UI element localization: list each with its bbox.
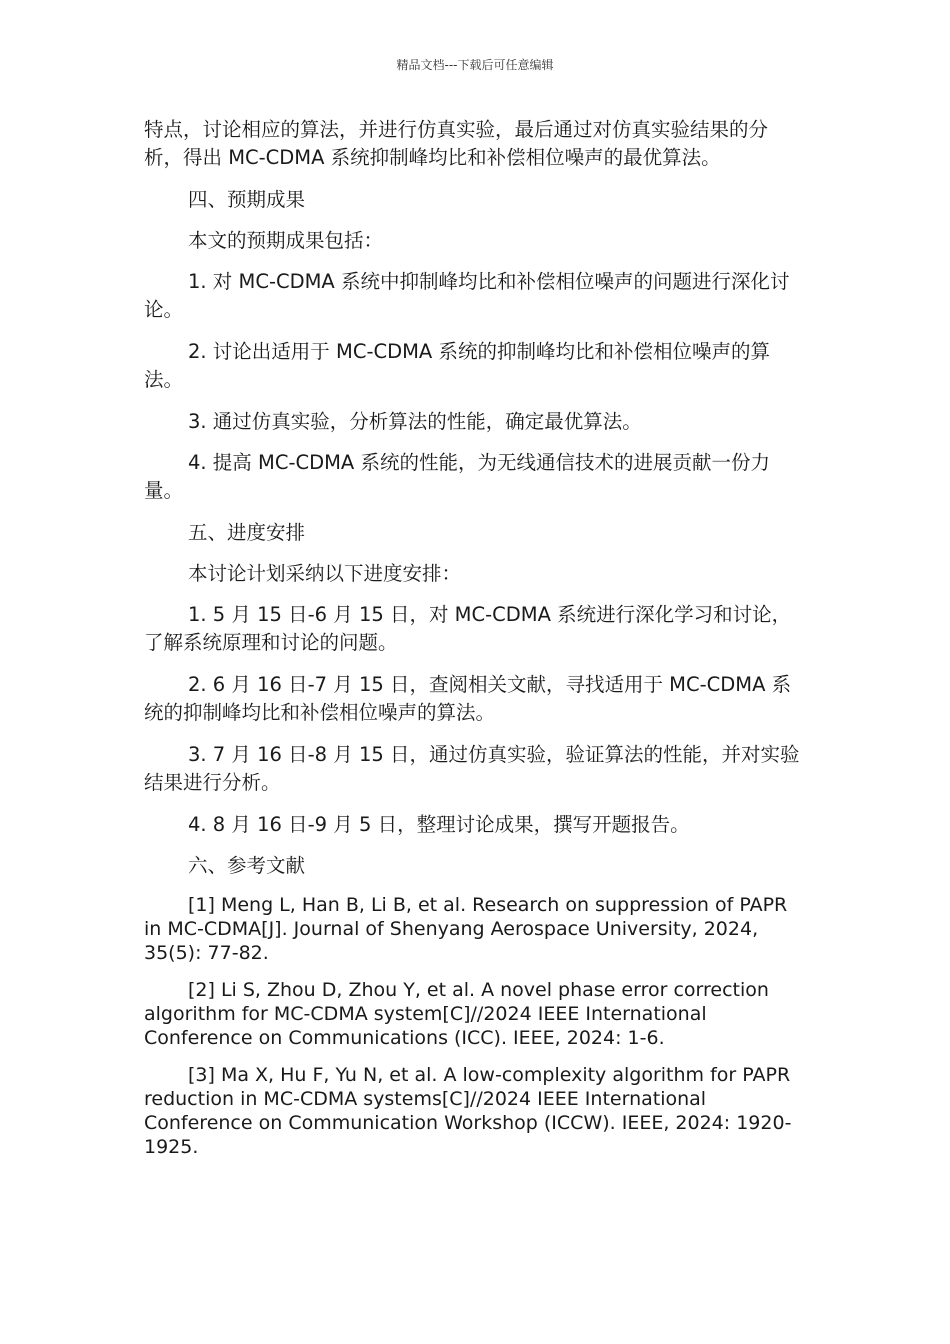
expected-result-item: 1. 对 MC-CDMA 系统中抑制峰均比和补偿相位噪声的问题进行深化讨论。 [144, 270, 790, 321]
document-body [144, 116, 806, 1172]
expected-result-item: 3. 通过仿真实验，分析算法的性能，确定最优算法。 [188, 410, 642, 433]
page-header: 精品文档---下载后可任意编辑 [396, 58, 554, 72]
schedule-item: 4. 8 月 16 日-9 月 5 日，整理讨论成果，撰写开题报告。 [188, 813, 690, 836]
intro-paragraph: 特点，讨论相应的算法，并进行仿真实验，最后通过对仿真实验结果的分析，得出 MC-CDMA 系统抑制峰均比和补偿相位噪声的最优算法。 [144, 118, 769, 169]
section-heading-references: 六、参考文献 [188, 854, 306, 877]
reference-item: [1] Meng L, Han B, Li B, et al. Research on suppression of PAPR in MC-CDMA[J]. Journal of Shenyang Aerospace University, 2024, 35(5): 77-82. [144, 894, 788, 964]
schedule-lead: 本讨论计划采纳以下进度安排： [188, 562, 462, 585]
expected-result-item: 2. 讨论出适用于 MC-CDMA 系统的抑制峰均比和补偿相位噪声的算法。 [144, 340, 770, 391]
section-heading-expected-results: 四、预期成果 [188, 188, 306, 211]
schedule-item: 3. 7 月 16 日-8 月 15 日，通过仿真实验，验证算法的性能，并对实验结果进行分析。 [144, 743, 800, 794]
reference-item: [3] Ma X, Hu F, Yu N, et al. A low-complexity algorithm for PAPR reduction in MC-CDMA systems[C]//2024 IEEE International Conference on Communication Workshop (ICCW). IEEE, 2024: 1920-1925. [144, 1064, 792, 1158]
reference-item: [2] Li S, Zhou D, Zhou Y, et al. A novel phase error correction algorithm for MC-CDMA system[C]//2024 IEEE International Conference on Communications (ICC). IEEE, 2024: 1-6. [144, 979, 769, 1049]
schedule-item: 2. 6 月 16 日-7 月 15 日，查阅相关文献，寻找适用于 MC-CDMA 系统的抑制峰均比和补偿相位噪声的算法。 [144, 673, 792, 724]
schedule-item: 1. 5 月 15 日-6 月 15 日，对 MC-CDMA 系统进行深化学习和讨论，了解系统原理和讨论的问题。 [144, 603, 792, 654]
expected-results-lead: 本文的预期成果包括： [188, 229, 384, 252]
section-heading-schedule: 五、进度安排 [188, 521, 306, 544]
expected-result-item: 4. 提高 MC-CDMA 系统的性能，为无线通信技术的进展贡献一份力量。 [144, 451, 770, 502]
